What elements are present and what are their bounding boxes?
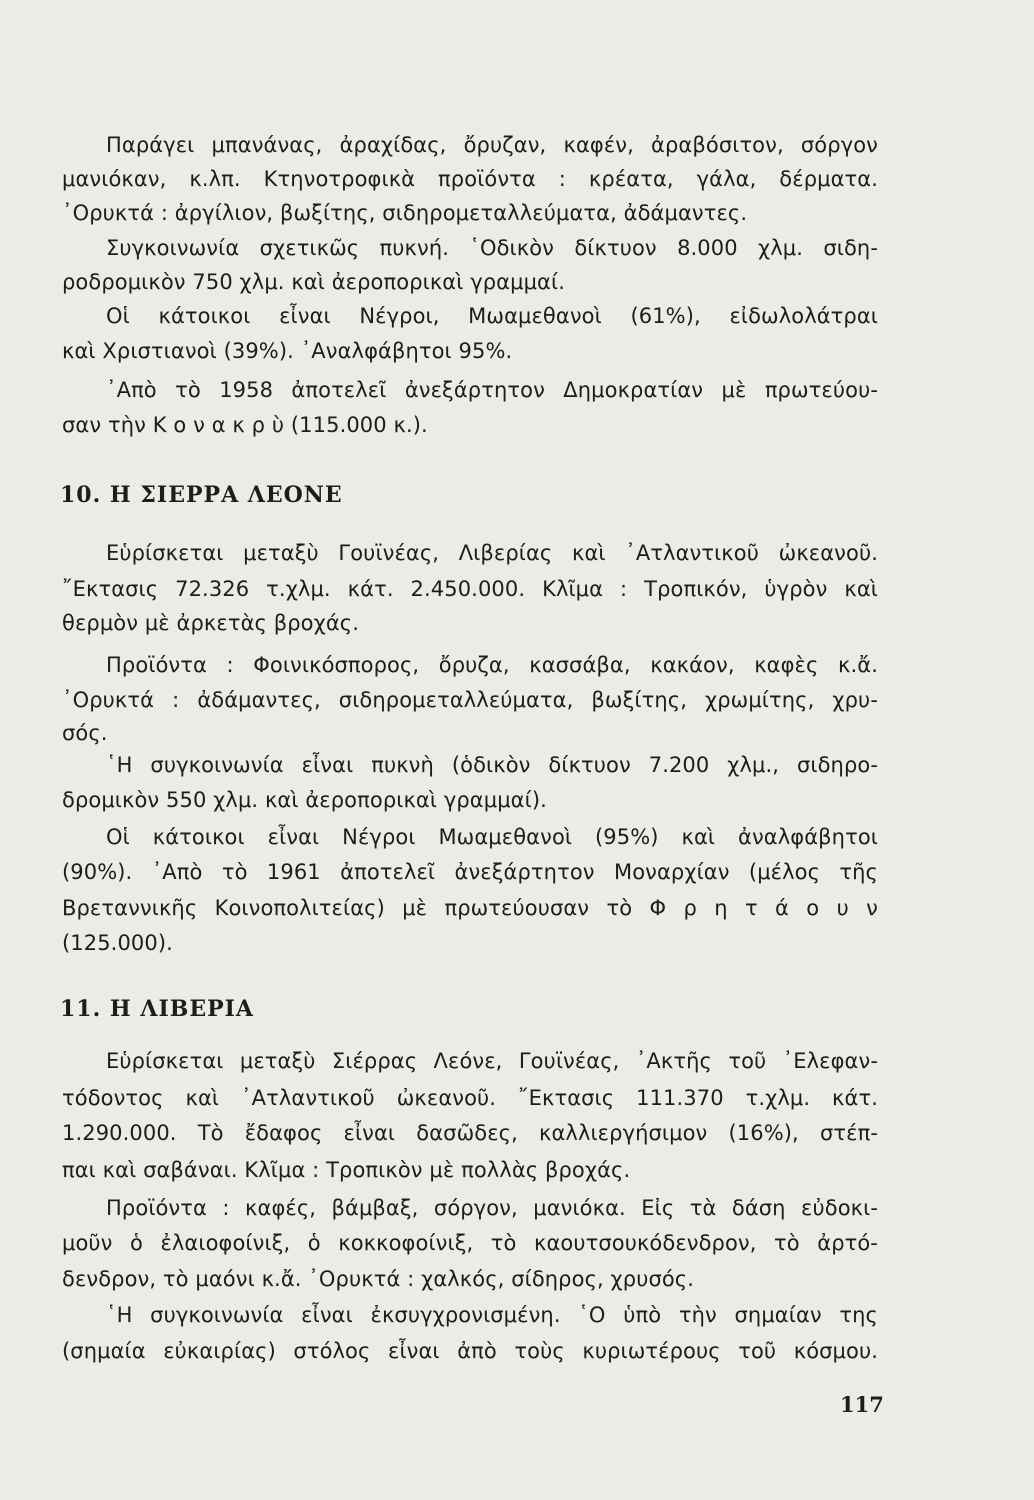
text-line: Εὑρίσκεται μεταξὺ Γουϊνέας, Λιβερίας καὶ ᾿Ατλαντικοῦ ὠκεανοῦ.	[106, 541, 878, 565]
text-line: τόδοντος καὶ ᾿Ατλαντικοῦ ὠκεανοῦ. ῎Εκτασις 111.370 τ.χλμ. κάτ.	[62, 1086, 878, 1110]
section-heading-liberia: 11. Η ΛΙΒΕΡΙΑ	[60, 996, 255, 1022]
text-line: Οἱ κάτοικοι εἶναι Νέγροι Μωαμεθανοὶ (95%) καὶ ἀναλφάβητοι	[106, 825, 878, 849]
section-heading-sierra-leone: 10. Η ΣΙΕΡΡΑ ΛΕΟΝΕ	[60, 482, 343, 508]
text-line: Οἱ κάτοικοι εἶναι Νέγροι, Μωαμεθανοὶ (61%), εἰδωλολάτραι	[106, 304, 878, 328]
text-line: Προϊόντα : Φοινικόσπορος, ὄρυζα, κασσάβα, κακάον, καφὲς κ.ἄ.	[106, 653, 878, 677]
text-line: (σημαία εὐκαιρίας) στόλος εἶναι ἀπὸ τοὺς κυριωτέρους τοῦ κόσμου.	[62, 1339, 878, 1363]
text-line: δρομικὸν 550 χλμ. καὶ ἀεροπορικαὶ γραμμαί).	[62, 788, 547, 812]
text-line: σός.	[62, 721, 108, 745]
text-line: Βρεταννικῆς Κοινοπολιτείας) μὲ πρωτεύουσαν τὸ Φ ρ η τ ά ο υ ν	[62, 896, 878, 920]
text-line: ροδρομικὸν 750 χλμ. καὶ ἀεροπορικαὶ γραμμαί.	[62, 270, 565, 294]
text-line: 1.290.000. Τὸ ἔδαφος εἶναι δασῶδες, καλλιεργήσιμον (16%), στέπ-	[62, 1121, 878, 1145]
text-line: θερμὸν μὲ ἀρκετὰς βροχάς.	[62, 611, 359, 635]
text-line: δενδρον, τὸ μαόνι κ.ἄ. ᾿Ορυκτά : χαλκός, σίδηρος, χρυσός.	[62, 1267, 695, 1291]
text-line: μοῦν ὁ ἐλαιοφοίνιξ, ὁ κοκκοφοίνιξ, τὸ καουτσουκόδενδρον, τὸ ἀρτό-	[62, 1231, 878, 1255]
text-line: ᾿Απὸ τὸ 1958 ἀποτελεῖ ἀνεξάρτητον Δημοκρατίαν μὲ πρωτεύου-	[106, 378, 878, 402]
text-line: Εὑρίσκεται μεταξὺ Σιέρρας Λεόνε, Γουϊνέας, ᾿Ακτῆς τοῦ ᾿Ελεφαν-	[106, 1049, 878, 1073]
text-line: ᾿Ορυκτά : ἀδάμαντες, σιδηρομεταλλεύματα, βωξίτης, χρωμίτης, χρυ-	[62, 688, 878, 712]
text-line: σαν τὴν Κ ο ν α κ ρ ὺ (115.000 κ.).	[62, 413, 428, 437]
text-line: Προϊόντα : καφές, βάμβαξ, σόργον, μανιόκα. Εἰς τὰ δάση εὐδοκι-	[106, 1196, 878, 1220]
text-line: ῾Η συγκοινωνία εἶναι πυκνὴ (ὁδικὸν δίκτυον 7.200 χλμ., σιδηρο-	[106, 753, 878, 777]
text-line: (125.000).	[62, 931, 173, 955]
text-line: Παράγει μπανάνας, ἀραχίδας, ὄρυζαν, καφέν, ἀραβόσιτον, σόργον	[106, 133, 878, 157]
text-line: μανιόκαν, κ.λπ. Κτηνοτροφικὰ προϊόντα : κρέατα, γάλα, δέρματα.	[62, 167, 878, 191]
text-line: Συγκοινωνία σχετικῶς πυκνή. ῾Οδικὸν δίκτυον 8.000 χλμ. σιδη-	[106, 236, 878, 260]
text-line: καὶ Χριστιανοὶ (39%). ᾿Αναλφάβητοι 95%.	[62, 339, 513, 363]
text-line: ῎Εκτασις 72.326 τ.χλμ. κάτ. 2.450.000. Κλῖμα : Τροπικόν, ὑγρὸν καὶ	[62, 577, 878, 601]
page-number: 117	[840, 1392, 884, 1417]
text-line: ῾Η συγκοινωνία εἶναι ἐκσυγχρονισμένη. ῾Ο ὑπὸ τὴν σημαίαν της	[106, 1303, 878, 1327]
text-line: παι καὶ σαβάναι. Κλῖμα : Τροπικὸν μὲ πολλὰς βροχάς.	[62, 1158, 631, 1182]
text-line: (90%). ᾿Απὸ τὸ 1961 ἀποτελεῖ ἀνεξάρτητον Μοναρχίαν (μέλος τῆς	[62, 860, 878, 884]
text-line: ᾿Ορυκτά : ἀργίλιον, βωξίτης, σιδηρομεταλλεύματα, ἀδάμαντες.	[62, 201, 748, 225]
